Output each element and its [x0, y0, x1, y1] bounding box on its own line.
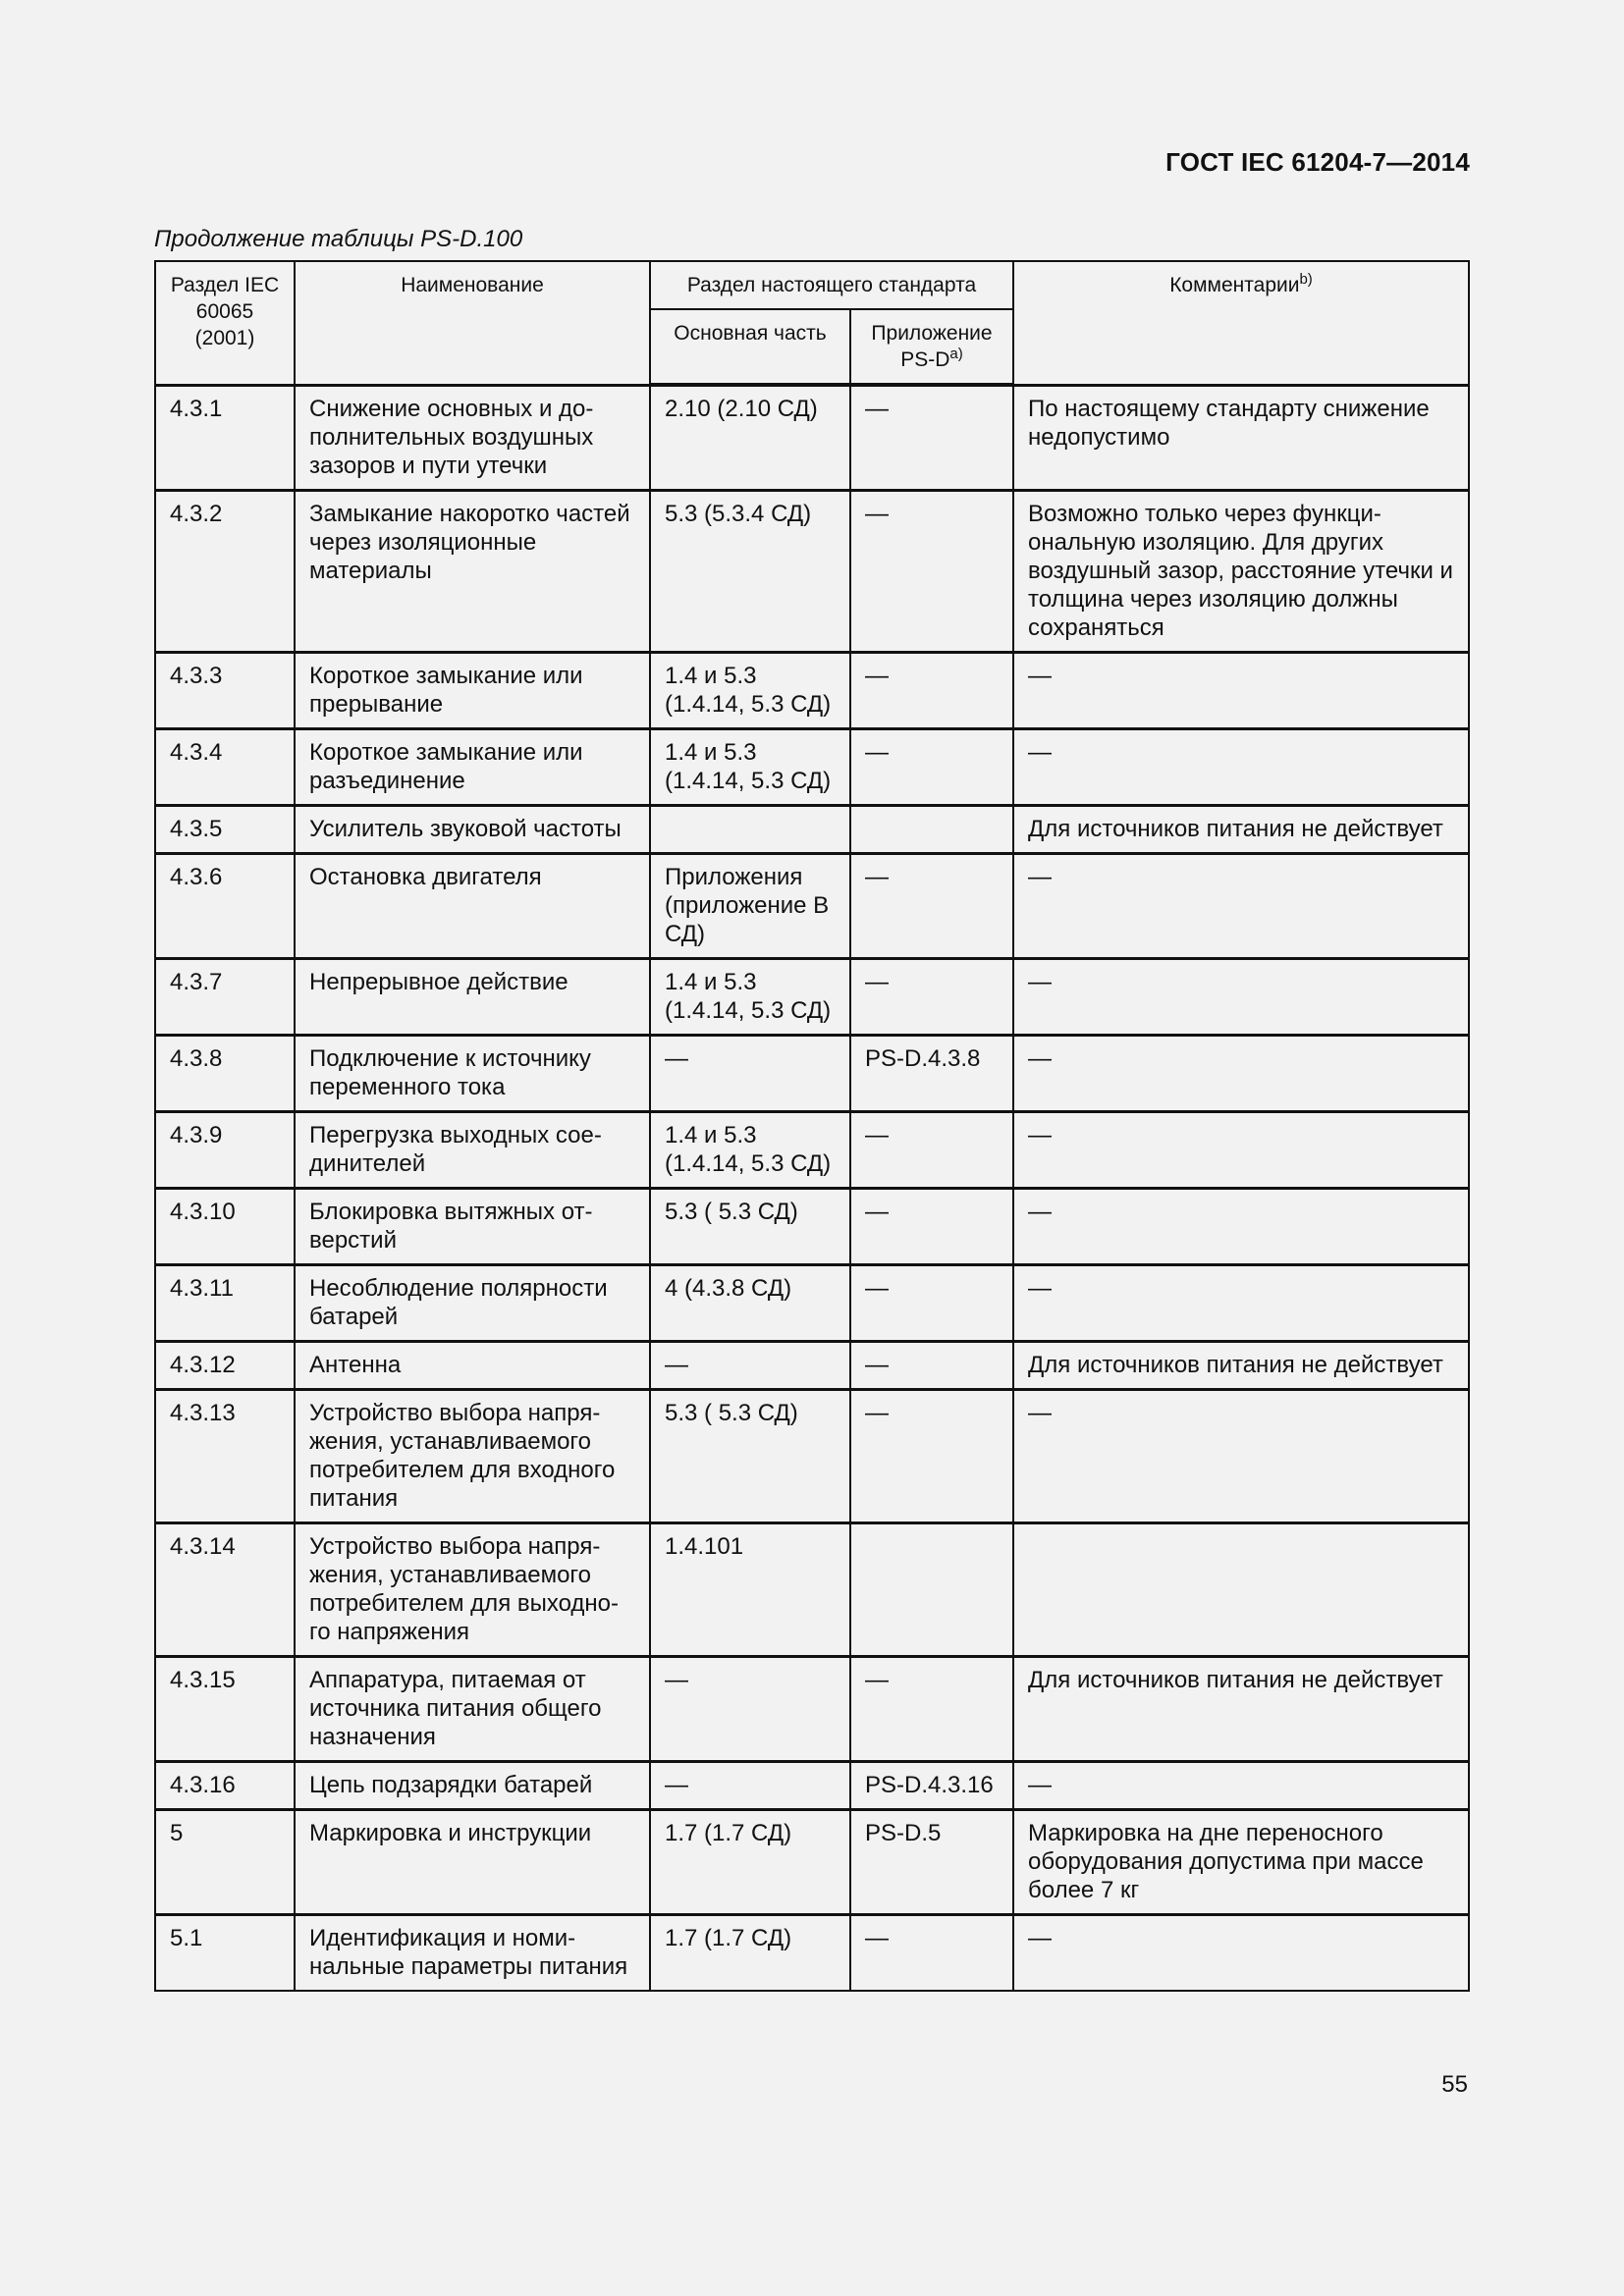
- cell-annex: —: [850, 728, 1013, 805]
- cell-main-part: 1.4 и 5.3 (1.4.14, 5.3 СД): [650, 652, 850, 728]
- cell-annex: —: [850, 1264, 1013, 1341]
- cell-section: 4.3.13: [155, 1389, 295, 1522]
- cell-name: Снижение основных и до-полнительных воздушных зазоров и пути утечки: [295, 385, 650, 490]
- cell-name: Короткое замыкание или разъединение: [295, 728, 650, 805]
- table-row: [155, 1522, 1469, 1656]
- cell-comment: Для источников питания не действует: [1013, 1341, 1469, 1389]
- header-section: Раздел IEC 60065 (2001): [155, 261, 295, 385]
- cell-comment: —: [1013, 853, 1469, 958]
- cell-comment: —: [1013, 1914, 1469, 1991]
- header-annex: [850, 309, 1013, 385]
- cell-comment: Для источников питания не действует: [1013, 805, 1469, 853]
- table-row: [155, 1035, 1469, 1111]
- cell-section: 4.3.4: [155, 728, 295, 805]
- table-row: [155, 1341, 1469, 1389]
- cell-annex: —: [850, 958, 1013, 1035]
- cell-annex: —: [850, 1914, 1013, 1991]
- table-body: [155, 385, 1469, 1991]
- table-row: [155, 1111, 1469, 1188]
- cell-main-part: 1.7 (1.7 СД): [650, 1809, 850, 1914]
- cell-section: 4.3.7: [155, 958, 295, 1035]
- cell-name: Остановка двигателя: [295, 853, 650, 958]
- cell-annex: PS-D.4.3.16: [850, 1761, 1013, 1809]
- cell-name: Замыкание накоротко частей через изоляционные материалы: [295, 490, 650, 652]
- cell-annex: —: [850, 385, 1013, 490]
- cell-section: 5.1: [155, 1914, 295, 1991]
- table-head: [155, 261, 1469, 385]
- cell-annex: —: [850, 1389, 1013, 1522]
- cell-name: Несоблюдение полярности батарей: [295, 1264, 650, 1341]
- cell-name: Блокировка вытяжных от-верстий: [295, 1188, 650, 1264]
- cell-section: 4.3.15: [155, 1656, 295, 1761]
- cell-main-part: —: [650, 1035, 850, 1111]
- cell-name: Цепь подзарядки батарей: [295, 1761, 650, 1809]
- header-main-part: Основная часть: [650, 309, 850, 385]
- footnote-b-marker: b): [1299, 271, 1313, 288]
- table-row: [155, 1264, 1469, 1341]
- table-row: [155, 805, 1469, 853]
- table-row: [155, 652, 1469, 728]
- table-row: [155, 853, 1469, 958]
- cell-comment: По настоящему стандарту снижение недопустимо: [1013, 385, 1469, 490]
- cell-annex: —: [850, 1188, 1013, 1264]
- cell-annex: [850, 1522, 1013, 1656]
- cell-name: Устройство выбора напря-жения, устанавливаемого потребителем для выходно-го напряжения: [295, 1522, 650, 1656]
- cell-section: 4.3.5: [155, 805, 295, 853]
- cell-comment: —: [1013, 958, 1469, 1035]
- table-row: [155, 1188, 1469, 1264]
- table-row: [155, 1761, 1469, 1809]
- cell-name: Маркировка и инструкции: [295, 1809, 650, 1914]
- table-row: [155, 1809, 1469, 1914]
- table-caption: Продолжение таблицы PS-D.100: [154, 226, 523, 252]
- cell-name: Усилитель звуковой частоты: [295, 805, 650, 853]
- cell-comment: [1013, 1522, 1469, 1656]
- cell-section: 4.3.10: [155, 1188, 295, 1264]
- header-comments-label: Комментарии: [1169, 274, 1300, 296]
- table-header-row: [155, 261, 1469, 309]
- cell-name: Идентификация и номи-нальные параметры питания: [295, 1914, 650, 1991]
- cell-main-part: 1.7 (1.7 СД): [650, 1914, 850, 1991]
- table-row: [155, 728, 1469, 805]
- cell-comment: —: [1013, 1389, 1469, 1522]
- cell-main-part: 2.10 (2.10 СД): [650, 385, 850, 490]
- cell-main-part: —: [650, 1341, 850, 1389]
- cell-name: Устройство выбора напря-жения, устанавливаемого потребителем для входного питания: [295, 1389, 650, 1522]
- cell-main-part: 5.3 ( 5.3 СД): [650, 1389, 850, 1522]
- cell-comment: Для источников питания не действует: [1013, 1656, 1469, 1761]
- cell-main-part: 5.3 ( 5.3 СД): [650, 1188, 850, 1264]
- cell-main-part: —: [650, 1761, 850, 1809]
- cell-name: Перегрузка выходных сое-динителей: [295, 1111, 650, 1188]
- cell-section: 4.3.14: [155, 1522, 295, 1656]
- cell-comment: Возможно только через функци-ональную изоляцию. Для других воздушный зазор, расстояние утечки и толщина через изоляцию должны сохраняться: [1013, 490, 1469, 652]
- cell-name: Антенна: [295, 1341, 650, 1389]
- cell-comment: —: [1013, 652, 1469, 728]
- cell-name: Аппаратура, питаемая от источника питания общего назначения: [295, 1656, 650, 1761]
- cell-name: Непрерывное действие: [295, 958, 650, 1035]
- cell-section: 5: [155, 1809, 295, 1914]
- cell-annex: —: [850, 652, 1013, 728]
- header-standard-section: Раздел настоящего стандарта: [650, 261, 1013, 309]
- header-comments: [1013, 261, 1469, 385]
- cell-annex: —: [850, 1656, 1013, 1761]
- cell-main-part: 1.4 и 5.3 (1.4.14, 5.3 СД): [650, 958, 850, 1035]
- cell-comment: —: [1013, 1264, 1469, 1341]
- cell-comment: —: [1013, 1111, 1469, 1188]
- cell-annex: —: [850, 1341, 1013, 1389]
- cell-annex: [850, 805, 1013, 853]
- cell-annex: —: [850, 1111, 1013, 1188]
- header-annex-label: Приложение PS-D: [871, 322, 993, 371]
- cell-name: Подключение к источнику переменного тока: [295, 1035, 650, 1111]
- cell-comment: —: [1013, 728, 1469, 805]
- cell-section: 4.3.3: [155, 652, 295, 728]
- cell-section: 4.3.1: [155, 385, 295, 490]
- table-row: [155, 490, 1469, 652]
- cell-section: 4.3.16: [155, 1761, 295, 1809]
- cell-annex: PS-D.4.3.8: [850, 1035, 1013, 1111]
- cell-main-part: [650, 805, 850, 853]
- cell-comment: Маркировка на дне переносного оборудования допустима при массе более 7 кг: [1013, 1809, 1469, 1914]
- cell-annex: PS-D.5: [850, 1809, 1013, 1914]
- cell-name: Короткое замыкание или прерывание: [295, 652, 650, 728]
- cell-annex: —: [850, 490, 1013, 652]
- cell-main-part: —: [650, 1656, 850, 1761]
- cell-section: 4.3.6: [155, 853, 295, 958]
- table-row: [155, 1656, 1469, 1761]
- requirements-table: [154, 260, 1470, 1992]
- cell-main-part: 1.4.101: [650, 1522, 850, 1656]
- footnote-a-marker: a): [949, 346, 963, 362]
- cell-annex: —: [850, 853, 1013, 958]
- table-row: [155, 1389, 1469, 1522]
- document-id: ГОСТ IEC 61204-7—2014: [1165, 147, 1470, 177]
- table-row: [155, 385, 1469, 490]
- cell-comment: —: [1013, 1761, 1469, 1809]
- cell-section: 4.3.11: [155, 1264, 295, 1341]
- cell-main-part: 1.4 и 5.3 (1.4.14, 5.3 СД): [650, 728, 850, 805]
- cell-section: 4.3.8: [155, 1035, 295, 1111]
- cell-main-part: 4 (4.3.8 СД): [650, 1264, 850, 1341]
- cell-main-part: Приложения (приложение В СД): [650, 853, 850, 958]
- cell-section: 4.3.2: [155, 490, 295, 652]
- header-name: Наименование: [295, 261, 650, 385]
- cell-comment: —: [1013, 1035, 1469, 1111]
- cell-main-part: 5.3 (5.3.4 СД): [650, 490, 850, 652]
- cell-section: 4.3.9: [155, 1111, 295, 1188]
- table-row: [155, 958, 1469, 1035]
- cell-main-part: 1.4 и 5.3 (1.4.14, 5.3 СД): [650, 1111, 850, 1188]
- cell-section: 4.3.12: [155, 1341, 295, 1389]
- page-number: 55: [1441, 2071, 1468, 2098]
- cell-comment: —: [1013, 1188, 1469, 1264]
- table-row: [155, 1914, 1469, 1991]
